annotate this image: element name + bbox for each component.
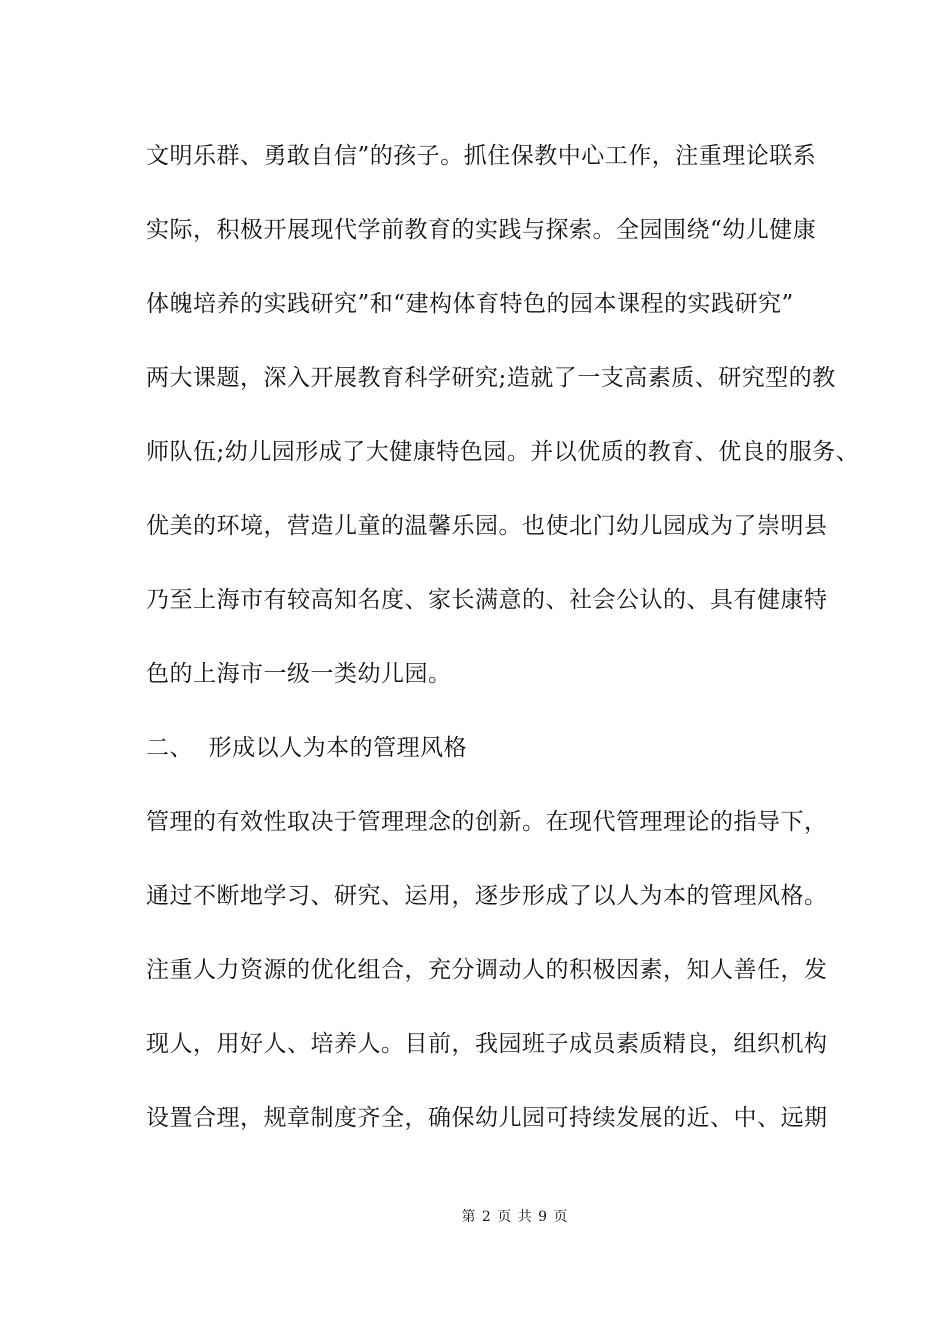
paragraph-line-13: 现人，用好人、培养人。目前，我园班子成员素质精良，组织机构	[146, 1031, 828, 1057]
paragraph-line-2: 实际，积极开展现代学前教育的实践与探索。全园围绕“幼儿健康	[146, 217, 817, 243]
paragraph-line-11: 通过不断地学习、研究、运用，逐步形成了以人为本的管理风格。	[146, 883, 828, 909]
section-heading: 二、 形成以人为本的管理风格	[146, 735, 468, 761]
paragraph-line-8: 色的上海市一级一类幼儿园。	[146, 661, 452, 687]
page-number-footer: 第 2 页 共 9 页	[461, 1209, 569, 1225]
paragraph-line-1: 文明乐群、勇敢自信”的孩子。抓住保教中心工作，注重理论联系	[146, 143, 817, 169]
paragraph-line-14: 设置合理，规章制度齐全，确保幼儿园可持续发展的近、中、远期	[146, 1105, 828, 1131]
paragraph-line-10: 管理的有效性取决于管理理念的创新。在现代管理理论的指导下，	[146, 809, 828, 835]
paragraph-line-3: 体魄培养的实践研究”和“建构体育特色的园本课程的实践研究”	[146, 291, 794, 317]
paragraph-line-7: 乃至上海市有较高知名度、家长满意的、社会公认的、具有健康特	[146, 587, 828, 613]
paragraph-line-12: 注重人力资源的优化组合，充分调动人的积极因素，知人善任，发	[146, 957, 828, 983]
paragraph-line-5: 师队伍;幼儿园形成了大健康特色园。并以优质的教育、优良的服务、	[146, 439, 860, 465]
paragraph-line-6: 优美的环境，营造儿童的温馨乐园。也使北门幼儿园成为了崇明县	[146, 513, 828, 539]
paragraph-line-4: 两大课题，深入开展教育科学研究;造就了一支高素质、研究型的教	[146, 365, 836, 391]
